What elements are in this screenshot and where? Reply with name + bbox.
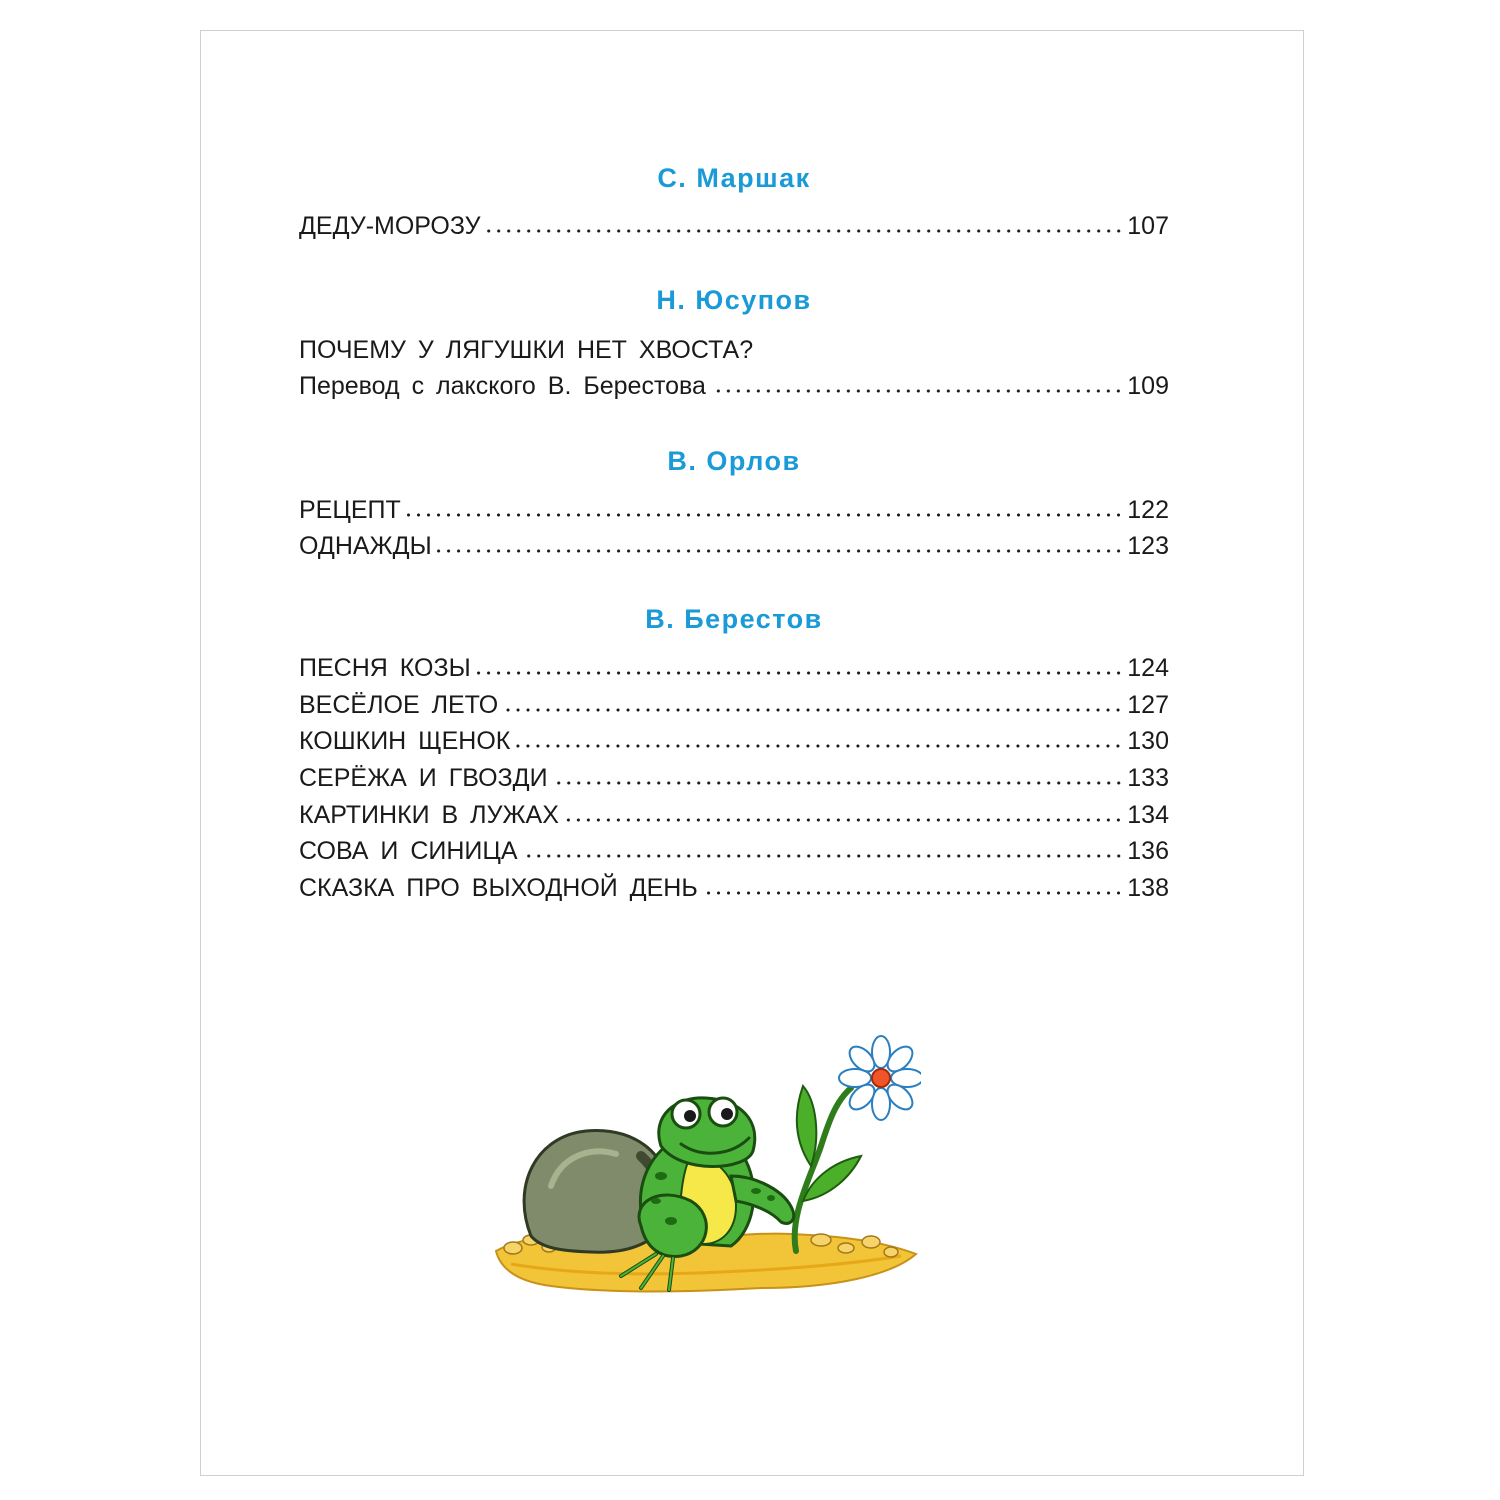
dot-leader bbox=[475, 670, 1124, 676]
dot-leader bbox=[710, 388, 1123, 394]
toc-entry[interactable] bbox=[299, 871, 1169, 905]
entry-page-number: 107 bbox=[1127, 212, 1169, 240]
dot-leader bbox=[563, 817, 1123, 823]
toc-entry[interactable] bbox=[299, 369, 1169, 403]
entry-page-number: 124 bbox=[1127, 654, 1169, 682]
toc-entry[interactable] bbox=[299, 493, 1169, 527]
dot-leader bbox=[702, 890, 1124, 896]
toc-entry[interactable] bbox=[299, 761, 1169, 795]
entry-title-line[interactable]: ПОЧЕМУ У ЛЯГУШКИ НЕТ ХВОСТА? bbox=[299, 336, 754, 364]
entry-page-number: 109 bbox=[1127, 372, 1169, 400]
entry-page-number: 133 bbox=[1127, 764, 1169, 792]
entry-title: СКАЗКА ПРО ВЫХОДНОЙ ДЕНЬ bbox=[299, 874, 698, 902]
entry-title: СОВА И СИНИЦА bbox=[299, 837, 518, 865]
dot-leader bbox=[514, 743, 1123, 749]
book-page bbox=[200, 30, 1304, 1476]
toc-entry[interactable] bbox=[299, 529, 1169, 563]
author-heading: В. Берестов bbox=[645, 604, 823, 634]
entry-title: ОДНАЖДЫ bbox=[299, 532, 432, 560]
author-heading: Н. Юсупов bbox=[656, 285, 812, 315]
author-heading: В. Орлов bbox=[667, 446, 801, 476]
entry-title: СЕРЁЖА И ГВОЗДИ bbox=[299, 764, 548, 792]
toc-entry[interactable] bbox=[299, 724, 1169, 758]
entry-title: КАРТИНКИ В ЛУЖАХ bbox=[299, 801, 559, 829]
toc-entry[interactable] bbox=[299, 651, 1169, 685]
dot-leader bbox=[522, 853, 1124, 859]
dot-leader bbox=[485, 228, 1124, 234]
entry-page-number: 122 bbox=[1127, 496, 1169, 524]
toc-entry[interactable] bbox=[299, 209, 1169, 243]
entry-page-number: 138 bbox=[1127, 874, 1169, 902]
entry-title: ДЕДУ-МОРОЗУ bbox=[299, 212, 481, 240]
dot-leader bbox=[405, 512, 1124, 518]
entry-page-number: 136 bbox=[1127, 837, 1169, 865]
dot-leader bbox=[502, 707, 1123, 713]
entry-title: КОШКИН ЩЕНОК bbox=[299, 727, 511, 755]
entry-page-number: 130 bbox=[1127, 727, 1169, 755]
entry-page-number: 134 bbox=[1127, 801, 1169, 829]
author-heading: С. Маршак bbox=[657, 163, 811, 193]
toc-entry[interactable] bbox=[299, 798, 1169, 832]
frog-with-flower-icon bbox=[491, 1026, 921, 1311]
entry-title: ПЕСНЯ КОЗЫ bbox=[299, 654, 471, 682]
entry-title: ВЕСЁЛОЕ ЛЕТО bbox=[299, 691, 499, 719]
entry-title: Перевод с лакского В. Берестова bbox=[299, 372, 706, 400]
toc-entry[interactable] bbox=[299, 688, 1169, 722]
dot-leader bbox=[552, 780, 1124, 786]
entry-title: РЕЦЕПТ bbox=[299, 496, 401, 524]
toc-entry[interactable] bbox=[299, 834, 1169, 868]
entry-page-number: 127 bbox=[1127, 691, 1169, 719]
dot-leader bbox=[436, 548, 1124, 554]
entry-page-number: 123 bbox=[1127, 532, 1169, 560]
